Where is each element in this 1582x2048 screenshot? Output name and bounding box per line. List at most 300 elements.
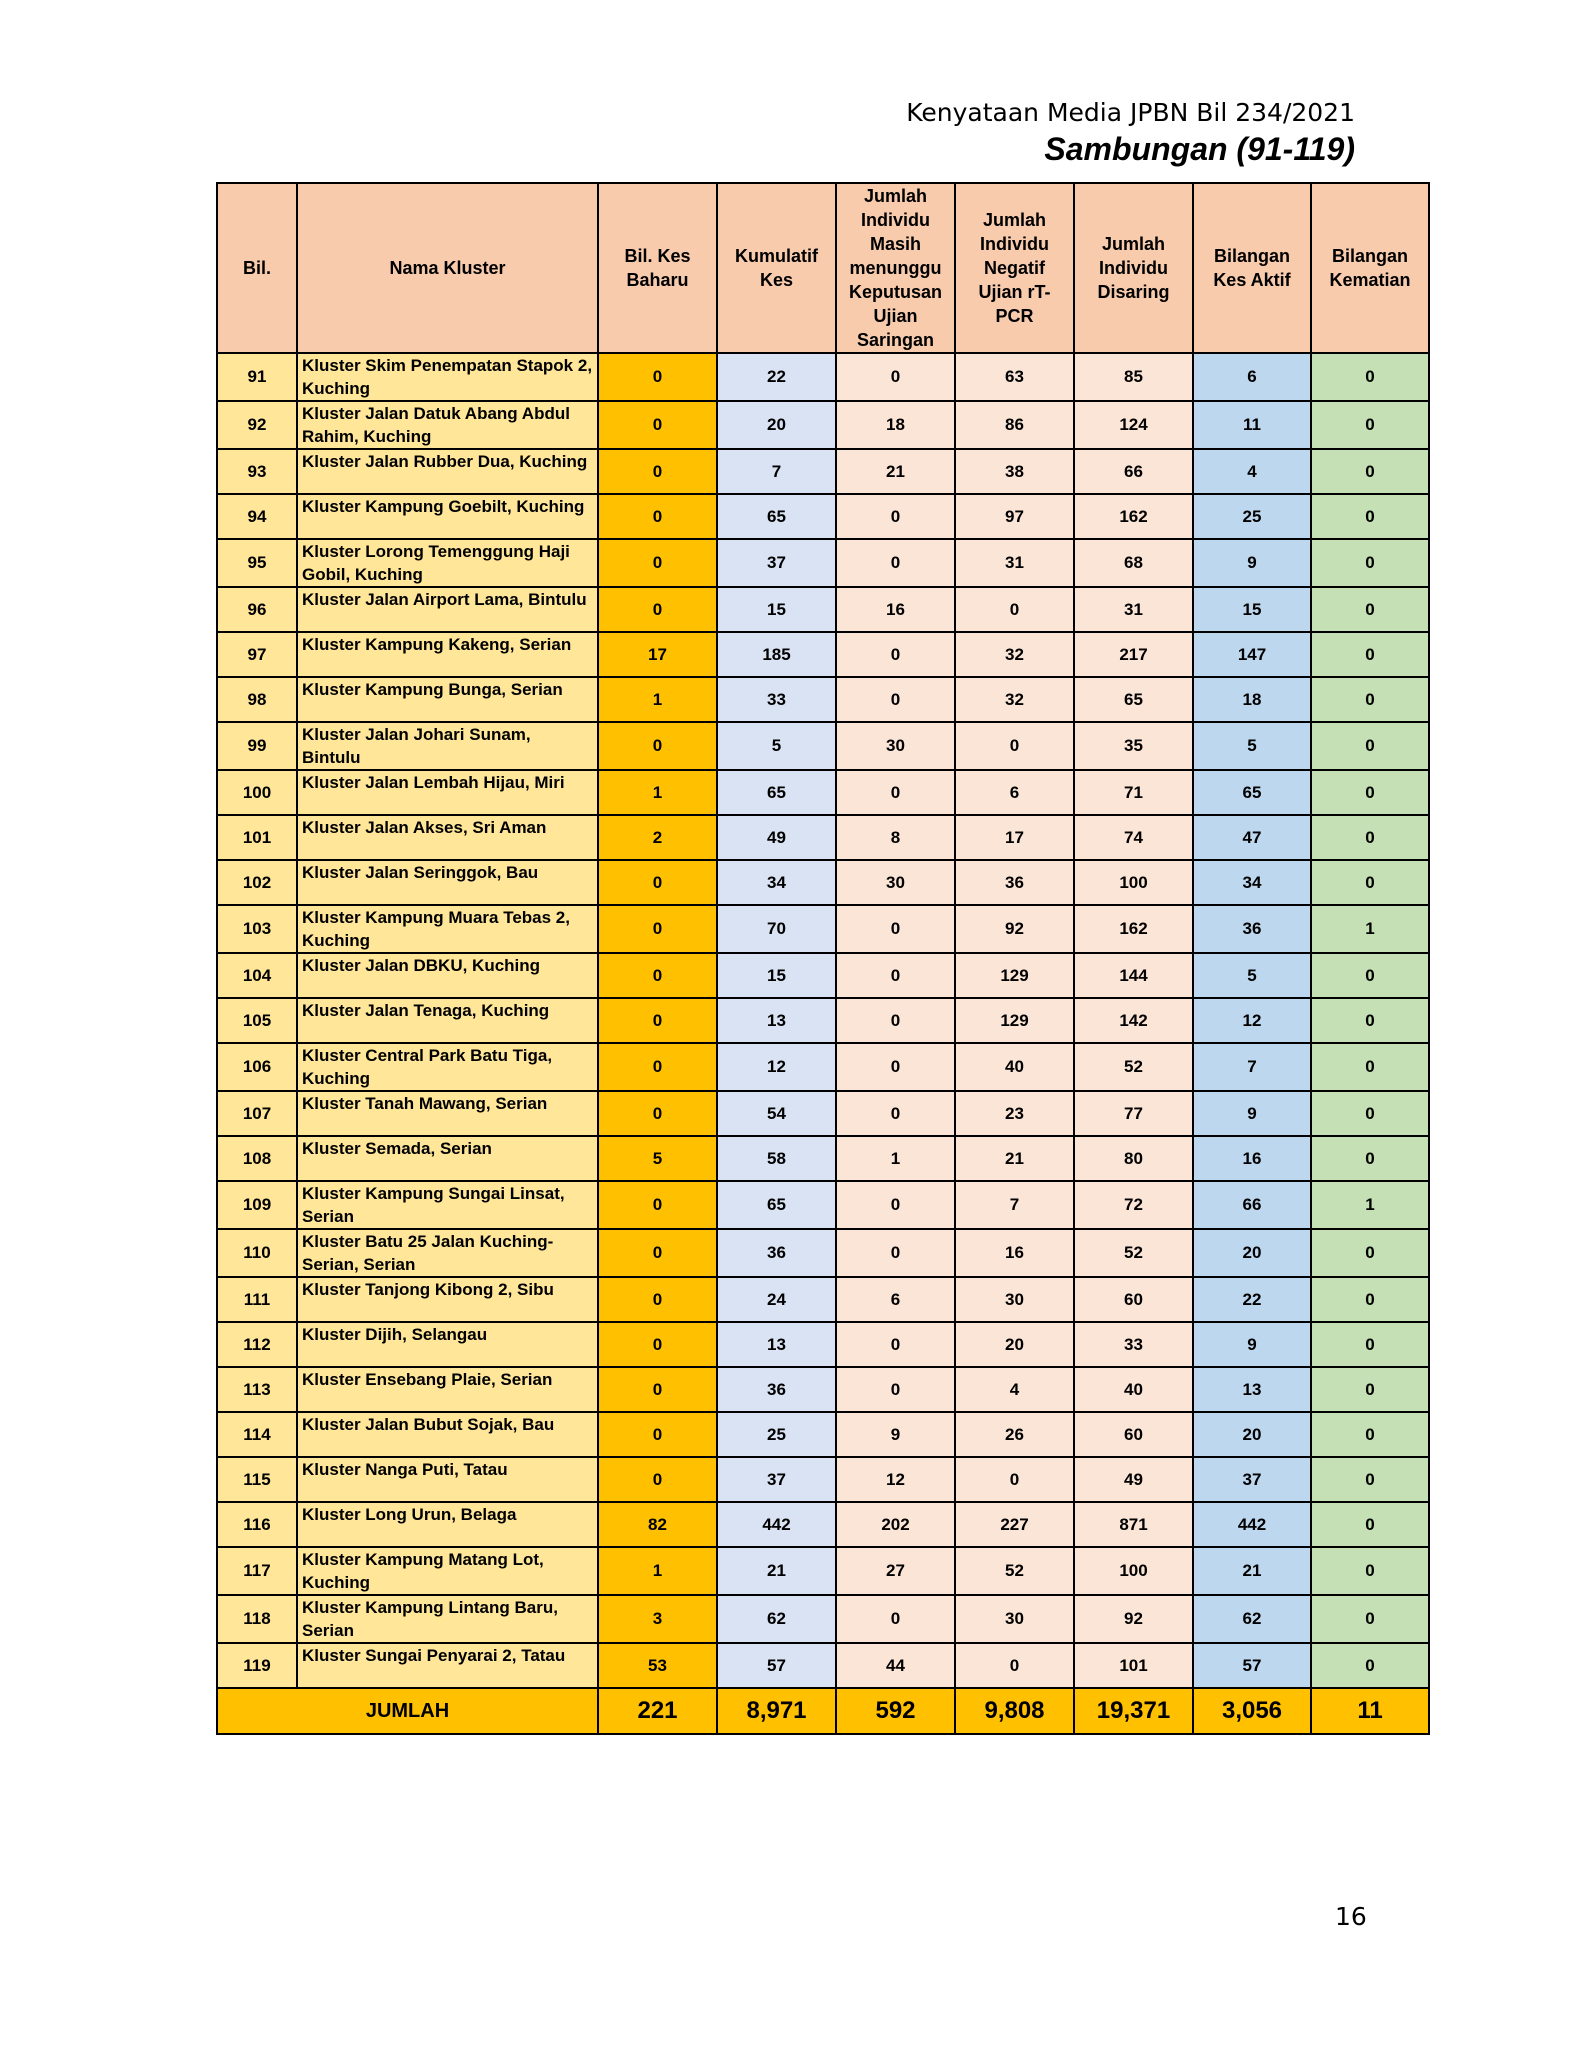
- cell-kumulatif: 65: [717, 1181, 836, 1229]
- totals-row: [217, 1688, 1429, 1734]
- cell-kumulatif: 54: [717, 1091, 836, 1136]
- cell-menunggu: 8: [836, 815, 955, 860]
- table-row: [217, 1229, 1429, 1277]
- column-header-kematian: Bilangan Kematian: [1311, 183, 1429, 353]
- cell-kumulatif: 37: [717, 539, 836, 587]
- totals-label: JUMLAH: [217, 1688, 598, 1734]
- cell-kes-aktif: 20: [1193, 1229, 1311, 1277]
- cell-nama-kluster: Kluster Kampung Sungai Linsat, Serian: [297, 1181, 598, 1229]
- cell-bil: 104: [217, 953, 297, 998]
- cell-kumulatif: 7: [717, 449, 836, 494]
- cell-negatif: 32: [955, 632, 1074, 677]
- cell-kes-baharu: 1: [598, 770, 717, 815]
- cell-kes-aktif: 65: [1193, 770, 1311, 815]
- cell-kes-baharu: 0: [598, 539, 717, 587]
- cell-kematian: 0: [1311, 1091, 1429, 1136]
- column-header-kumulatif: Kumulatif Kes: [717, 183, 836, 353]
- cell-disaring: 72: [1074, 1181, 1193, 1229]
- cell-kes-baharu: 2: [598, 815, 717, 860]
- table-row: [217, 1367, 1429, 1412]
- cell-kes-aktif: 21: [1193, 1547, 1311, 1595]
- cell-disaring: 100: [1074, 1547, 1193, 1595]
- cell-kumulatif: 33: [717, 677, 836, 722]
- cell-negatif: 32: [955, 677, 1074, 722]
- cell-menunggu: 0: [836, 998, 955, 1043]
- cell-nama-kluster: Kluster Jalan Lembah Hijau, Miri: [297, 770, 598, 815]
- cell-negatif: 30: [955, 1277, 1074, 1322]
- column-header-kes-baharu: Bil. Kes Baharu: [598, 183, 717, 353]
- table-row: [217, 815, 1429, 860]
- cell-kematian: 0: [1311, 722, 1429, 770]
- cell-disaring: 52: [1074, 1229, 1193, 1277]
- cell-negatif: 0: [955, 1457, 1074, 1502]
- cell-kes-baharu: 0: [598, 953, 717, 998]
- cell-nama-kluster: Kluster Semada, Serian: [297, 1136, 598, 1181]
- cell-nama-kluster: Kluster Jalan DBKU, Kuching: [297, 953, 598, 998]
- cell-kes-baharu: 0: [598, 401, 717, 449]
- cell-kematian: 0: [1311, 677, 1429, 722]
- cell-kes-aktif: 20: [1193, 1412, 1311, 1457]
- cell-kumulatif: 15: [717, 587, 836, 632]
- cell-menunggu: 0: [836, 905, 955, 953]
- cell-kes-aktif: 37: [1193, 1457, 1311, 1502]
- table-row: [217, 1502, 1429, 1547]
- document-header: [906, 96, 1355, 168]
- cell-disaring: 101: [1074, 1643, 1193, 1688]
- cell-menunggu: 1: [836, 1136, 955, 1181]
- cell-kematian: 0: [1311, 860, 1429, 905]
- cell-kes-baharu: 5: [598, 1136, 717, 1181]
- cell-disaring: 124: [1074, 401, 1193, 449]
- cell-menunggu: 0: [836, 1595, 955, 1643]
- cell-kes-baharu: 0: [598, 449, 717, 494]
- cell-kes-baharu: 0: [598, 998, 717, 1043]
- cell-negatif: 63: [955, 353, 1074, 401]
- cell-menunggu: 44: [836, 1643, 955, 1688]
- table-row: [217, 677, 1429, 722]
- cell-kumulatif: 15: [717, 953, 836, 998]
- cell-kes-aktif: 147: [1193, 632, 1311, 677]
- cell-bil: 116: [217, 1502, 297, 1547]
- table-row: [217, 1043, 1429, 1091]
- cell-nama-kluster: Kluster Ensebang Plaie, Serian: [297, 1367, 598, 1412]
- cell-kumulatif: 36: [717, 1367, 836, 1412]
- table-row: [217, 860, 1429, 905]
- cell-disaring: 31: [1074, 587, 1193, 632]
- cell-kes-baharu: 0: [598, 1229, 717, 1277]
- cell-kumulatif: 21: [717, 1547, 836, 1595]
- total-disaring: 19,371: [1074, 1688, 1193, 1734]
- cell-kumulatif: 5: [717, 722, 836, 770]
- cell-kumulatif: 58: [717, 1136, 836, 1181]
- column-header-nama-kluster: Nama Kluster: [297, 183, 598, 353]
- cell-kumulatif: 70: [717, 905, 836, 953]
- cell-menunggu: 0: [836, 1322, 955, 1367]
- table-row: [217, 1457, 1429, 1502]
- table-row: [217, 449, 1429, 494]
- cell-negatif: 92: [955, 905, 1074, 953]
- cell-kematian: 0: [1311, 1136, 1429, 1181]
- table-row: [217, 1412, 1429, 1457]
- cell-menunggu: 0: [836, 1091, 955, 1136]
- cell-nama-kluster: Kluster Tanah Mawang, Serian: [297, 1091, 598, 1136]
- cell-kes-baharu: 0: [598, 1367, 717, 1412]
- total-kumulatif: 8,971: [717, 1688, 836, 1734]
- cell-kes-aktif: 442: [1193, 1502, 1311, 1547]
- cell-kes-baharu: 82: [598, 1502, 717, 1547]
- cell-kes-baharu: 0: [598, 1181, 717, 1229]
- cell-bil: 98: [217, 677, 297, 722]
- cell-kes-baharu: 1: [598, 1547, 717, 1595]
- cell-nama-kluster: Kluster Central Park Batu Tiga, Kuching: [297, 1043, 598, 1091]
- cell-nama-kluster: Kluster Jalan Tenaga, Kuching: [297, 998, 598, 1043]
- cell-kematian: 0: [1311, 1367, 1429, 1412]
- column-header-negatif: Jumlah Individu Negatif Ujian rT-PCR: [955, 183, 1074, 353]
- cell-kematian: 1: [1311, 1181, 1429, 1229]
- cell-kes-aktif: 25: [1193, 494, 1311, 539]
- cell-menunggu: 6: [836, 1277, 955, 1322]
- cell-kumulatif: 34: [717, 860, 836, 905]
- cell-nama-kluster: Kluster Sungai Penyarai 2, Tatau: [297, 1643, 598, 1688]
- cell-kes-baharu: 0: [598, 1277, 717, 1322]
- cell-kes-baharu: 0: [598, 494, 717, 539]
- cell-negatif: 30: [955, 1595, 1074, 1643]
- column-header-disaring: Jumlah Individu Disaring: [1074, 183, 1193, 353]
- cell-disaring: 68: [1074, 539, 1193, 587]
- cell-kematian: 0: [1311, 1229, 1429, 1277]
- cell-menunggu: 0: [836, 1367, 955, 1412]
- column-header-bil: Bil.: [217, 183, 297, 353]
- cell-nama-kluster: Kluster Tanjong Kibong 2, Sibu: [297, 1277, 598, 1322]
- cell-kes-baharu: 0: [598, 587, 717, 632]
- cell-disaring: 33: [1074, 1322, 1193, 1367]
- cell-kes-aktif: 4: [1193, 449, 1311, 494]
- cell-negatif: 38: [955, 449, 1074, 494]
- cell-disaring: 142: [1074, 998, 1193, 1043]
- cell-nama-kluster: Kluster Kampung Kakeng, Serian: [297, 632, 598, 677]
- cell-disaring: 40: [1074, 1367, 1193, 1412]
- cell-kes-aktif: 34: [1193, 860, 1311, 905]
- cell-negatif: 21: [955, 1136, 1074, 1181]
- cell-disaring: 162: [1074, 905, 1193, 953]
- cell-kumulatif: 36: [717, 1229, 836, 1277]
- cell-bil: 112: [217, 1322, 297, 1367]
- cell-disaring: 162: [1074, 494, 1193, 539]
- cell-kumulatif: 13: [717, 998, 836, 1043]
- cell-kes-aktif: 6: [1193, 353, 1311, 401]
- cell-menunggu: 202: [836, 1502, 955, 1547]
- cell-kematian: 0: [1311, 1547, 1429, 1595]
- total-menunggu: 592: [836, 1688, 955, 1734]
- cell-nama-kluster: Kluster Jalan Airport Lama, Bintulu: [297, 587, 598, 632]
- cell-negatif: 97: [955, 494, 1074, 539]
- cell-kes-baharu: 0: [598, 1457, 717, 1502]
- table-row: [217, 1277, 1429, 1322]
- cell-kes-baharu: 0: [598, 905, 717, 953]
- cell-negatif: 227: [955, 1502, 1074, 1547]
- cell-negatif: 17: [955, 815, 1074, 860]
- cell-disaring: 217: [1074, 632, 1193, 677]
- cell-negatif: 86: [955, 401, 1074, 449]
- cell-nama-kluster: Kluster Long Urun, Belaga: [297, 1502, 598, 1547]
- cell-disaring: 60: [1074, 1277, 1193, 1322]
- cell-kematian: 0: [1311, 494, 1429, 539]
- cell-negatif: 36: [955, 860, 1074, 905]
- cell-kes-aktif: 11: [1193, 401, 1311, 449]
- cell-kumulatif: 37: [717, 1457, 836, 1502]
- cell-kematian: 0: [1311, 449, 1429, 494]
- table-row: [217, 1643, 1429, 1688]
- cell-bil: 117: [217, 1547, 297, 1595]
- cell-nama-kluster: Kluster Jalan Rubber Dua, Kuching: [297, 449, 598, 494]
- table-body: [217, 353, 1429, 1688]
- cell-menunggu: 0: [836, 1229, 955, 1277]
- cell-disaring: 144: [1074, 953, 1193, 998]
- cell-kes-aktif: 9: [1193, 539, 1311, 587]
- table-row: [217, 1136, 1429, 1181]
- cell-kes-baharu: 17: [598, 632, 717, 677]
- cell-menunggu: 21: [836, 449, 955, 494]
- cell-kematian: 1: [1311, 905, 1429, 953]
- table-row: [217, 1595, 1429, 1643]
- cell-bil: 96: [217, 587, 297, 632]
- cell-nama-kluster: Kluster Jalan Akses, Sri Aman: [297, 815, 598, 860]
- table-row: [217, 770, 1429, 815]
- cell-disaring: 77: [1074, 1091, 1193, 1136]
- cell-disaring: 74: [1074, 815, 1193, 860]
- cell-menunggu: 0: [836, 677, 955, 722]
- cell-disaring: 100: [1074, 860, 1193, 905]
- cell-negatif: 0: [955, 587, 1074, 632]
- cell-kes-baharu: 0: [598, 353, 717, 401]
- cell-negatif: 52: [955, 1547, 1074, 1595]
- table-footer: [217, 1688, 1429, 1734]
- cell-negatif: 0: [955, 1643, 1074, 1688]
- cell-kematian: 0: [1311, 353, 1429, 401]
- cell-kumulatif: 24: [717, 1277, 836, 1322]
- cluster-table: [216, 182, 1430, 1735]
- cell-disaring: 71: [1074, 770, 1193, 815]
- cell-negatif: 31: [955, 539, 1074, 587]
- cell-bil: 111: [217, 1277, 297, 1322]
- cell-negatif: 4: [955, 1367, 1074, 1412]
- cell-kematian: 0: [1311, 815, 1429, 860]
- cell-bil: 97: [217, 632, 297, 677]
- table-row: [217, 587, 1429, 632]
- cell-nama-kluster: Kluster Lorong Temenggung Haji Gobil, Kuching: [297, 539, 598, 587]
- cell-kumulatif: 65: [717, 770, 836, 815]
- cell-menunggu: 18: [836, 401, 955, 449]
- cell-negatif: 40: [955, 1043, 1074, 1091]
- cell-bil: 107: [217, 1091, 297, 1136]
- cell-bil: 110: [217, 1229, 297, 1277]
- cell-negatif: 0: [955, 722, 1074, 770]
- cell-bil: 103: [217, 905, 297, 953]
- header-row: [217, 183, 1429, 353]
- cell-kes-aktif: 62: [1193, 1595, 1311, 1643]
- cell-disaring: 52: [1074, 1043, 1193, 1091]
- cell-menunggu: 30: [836, 722, 955, 770]
- press-release-reference: Kenyataan Media JPBN Bil 234/2021: [906, 98, 1355, 127]
- table-row: [217, 722, 1429, 770]
- cell-kes-aktif: 9: [1193, 1091, 1311, 1136]
- cell-kematian: 0: [1311, 1277, 1429, 1322]
- cell-kumulatif: 12: [717, 1043, 836, 1091]
- cell-disaring: 85: [1074, 353, 1193, 401]
- cell-negatif: 20: [955, 1322, 1074, 1367]
- table-row: [217, 539, 1429, 587]
- cell-kematian: 0: [1311, 539, 1429, 587]
- cell-kumulatif: 20: [717, 401, 836, 449]
- page-number: 16: [1335, 1902, 1367, 1931]
- cell-kumulatif: 22: [717, 353, 836, 401]
- cell-kes-baharu: 0: [598, 722, 717, 770]
- table-row: [217, 953, 1429, 998]
- cell-kes-baharu: 0: [598, 1322, 717, 1367]
- cell-disaring: 60: [1074, 1412, 1193, 1457]
- cell-kematian: 0: [1311, 1643, 1429, 1688]
- cell-kematian: 0: [1311, 1043, 1429, 1091]
- table-row: [217, 998, 1429, 1043]
- cell-bil: 95: [217, 539, 297, 587]
- table-row: [217, 353, 1429, 401]
- cell-kes-aktif: 13: [1193, 1367, 1311, 1412]
- cell-menunggu: 0: [836, 1043, 955, 1091]
- cell-kematian: 0: [1311, 1502, 1429, 1547]
- cell-kes-aktif: 57: [1193, 1643, 1311, 1688]
- cell-bil: 99: [217, 722, 297, 770]
- cell-nama-kluster: Kluster Kampung Goebilt, Kuching: [297, 494, 598, 539]
- cell-menunggu: 30: [836, 860, 955, 905]
- cell-nama-kluster: Kluster Kampung Matang Lot, Kuching: [297, 1547, 598, 1595]
- cell-bil: 119: [217, 1643, 297, 1688]
- cell-disaring: 35: [1074, 722, 1193, 770]
- table-row: [217, 1091, 1429, 1136]
- cell-kes-aktif: 16: [1193, 1136, 1311, 1181]
- cell-bil: 100: [217, 770, 297, 815]
- cell-menunggu: 0: [836, 539, 955, 587]
- cell-kumulatif: 442: [717, 1502, 836, 1547]
- cell-kes-aktif: 12: [1193, 998, 1311, 1043]
- cell-kes-baharu: 0: [598, 1091, 717, 1136]
- cell-kematian: 0: [1311, 401, 1429, 449]
- column-header-kes-aktif: Bilangan Kes Aktif: [1193, 183, 1311, 353]
- cell-disaring: 80: [1074, 1136, 1193, 1181]
- cell-kes-aktif: 47: [1193, 815, 1311, 860]
- cell-nama-kluster: Kluster Jalan Bubut Sojak, Bau: [297, 1412, 598, 1457]
- cell-bil: 115: [217, 1457, 297, 1502]
- cell-menunggu: 0: [836, 353, 955, 401]
- cell-nama-kluster: Kluster Batu 25 Jalan Kuching-Serian, Serian: [297, 1229, 598, 1277]
- cell-bil: 106: [217, 1043, 297, 1091]
- cell-kes-aktif: 5: [1193, 722, 1311, 770]
- cell-kes-baharu: 0: [598, 860, 717, 905]
- cell-kematian: 0: [1311, 953, 1429, 998]
- cell-kematian: 0: [1311, 1412, 1429, 1457]
- total-negatif: 9,808: [955, 1688, 1074, 1734]
- cell-bil: 118: [217, 1595, 297, 1643]
- cell-nama-kluster: Kluster Nanga Puti, Tatau: [297, 1457, 598, 1502]
- cell-kes-aktif: 7: [1193, 1043, 1311, 1091]
- cell-negatif: 7: [955, 1181, 1074, 1229]
- column-header-menunggu: Jumlah Individu Masih menunggu Keputusan Ujian Saringan: [836, 183, 955, 353]
- cell-negatif: 129: [955, 953, 1074, 998]
- cell-kes-baharu: 0: [598, 1412, 717, 1457]
- cell-disaring: 92: [1074, 1595, 1193, 1643]
- cell-nama-kluster: Kluster Dijih, Selangau: [297, 1322, 598, 1367]
- table-row: [217, 401, 1429, 449]
- cell-nama-kluster: Kluster Kampung Lintang Baru, Serian: [297, 1595, 598, 1643]
- cell-menunggu: 16: [836, 587, 955, 632]
- cell-kematian: 0: [1311, 1595, 1429, 1643]
- cell-kes-aktif: 22: [1193, 1277, 1311, 1322]
- cell-nama-kluster: Kluster Kampung Muara Tebas 2, Kuching: [297, 905, 598, 953]
- cell-kes-baharu: 1: [598, 677, 717, 722]
- cell-disaring: 49: [1074, 1457, 1193, 1502]
- cell-menunggu: 0: [836, 1181, 955, 1229]
- cell-disaring: 871: [1074, 1502, 1193, 1547]
- cell-kumulatif: 13: [717, 1322, 836, 1367]
- table-header: [217, 183, 1429, 353]
- continuation-subtitle: Sambungan (91-119): [1044, 131, 1355, 167]
- cell-kematian: 0: [1311, 770, 1429, 815]
- cell-disaring: 65: [1074, 677, 1193, 722]
- cell-kes-aktif: 18: [1193, 677, 1311, 722]
- table-row: [217, 1322, 1429, 1367]
- cell-kes-baharu: 53: [598, 1643, 717, 1688]
- total-kes-aktif: 3,056: [1193, 1688, 1311, 1734]
- cell-kumulatif: 62: [717, 1595, 836, 1643]
- cell-menunggu: 12: [836, 1457, 955, 1502]
- table-row: [217, 494, 1429, 539]
- cell-menunggu: 0: [836, 632, 955, 677]
- cell-nama-kluster: Kluster Jalan Seringgok, Bau: [297, 860, 598, 905]
- cell-bil: 109: [217, 1181, 297, 1229]
- cell-kes-aktif: 15: [1193, 587, 1311, 632]
- cell-negatif: 16: [955, 1229, 1074, 1277]
- table-row: [217, 632, 1429, 677]
- cell-kematian: 0: [1311, 1457, 1429, 1502]
- cell-kematian: 0: [1311, 587, 1429, 632]
- cell-kes-aktif: 5: [1193, 953, 1311, 998]
- cell-kumulatif: 25: [717, 1412, 836, 1457]
- cell-menunggu: 27: [836, 1547, 955, 1595]
- cell-kes-baharu: 3: [598, 1595, 717, 1643]
- cell-negatif: 26: [955, 1412, 1074, 1457]
- cell-kematian: 0: [1311, 998, 1429, 1043]
- cell-nama-kluster: Kluster Jalan Johari Sunam, Bintulu: [297, 722, 598, 770]
- table-row: [217, 905, 1429, 953]
- cell-bil: 102: [217, 860, 297, 905]
- cell-bil: 113: [217, 1367, 297, 1412]
- cell-kes-baharu: 0: [598, 1043, 717, 1091]
- cell-menunggu: 0: [836, 770, 955, 815]
- cell-kumulatif: 57: [717, 1643, 836, 1688]
- cell-bil: 108: [217, 1136, 297, 1181]
- cell-kematian: 0: [1311, 1322, 1429, 1367]
- cell-bil: 92: [217, 401, 297, 449]
- cell-kumulatif: 185: [717, 632, 836, 677]
- cell-kumulatif: 65: [717, 494, 836, 539]
- table-row: [217, 1547, 1429, 1595]
- cell-negatif: 23: [955, 1091, 1074, 1136]
- cell-menunggu: 0: [836, 953, 955, 998]
- cell-nama-kluster: Kluster Skim Penempatan Stapok 2, Kuching: [297, 353, 598, 401]
- cell-kes-aktif: 9: [1193, 1322, 1311, 1367]
- cell-bil: 91: [217, 353, 297, 401]
- cell-menunggu: 9: [836, 1412, 955, 1457]
- cell-nama-kluster: Kluster Kampung Bunga, Serian: [297, 677, 598, 722]
